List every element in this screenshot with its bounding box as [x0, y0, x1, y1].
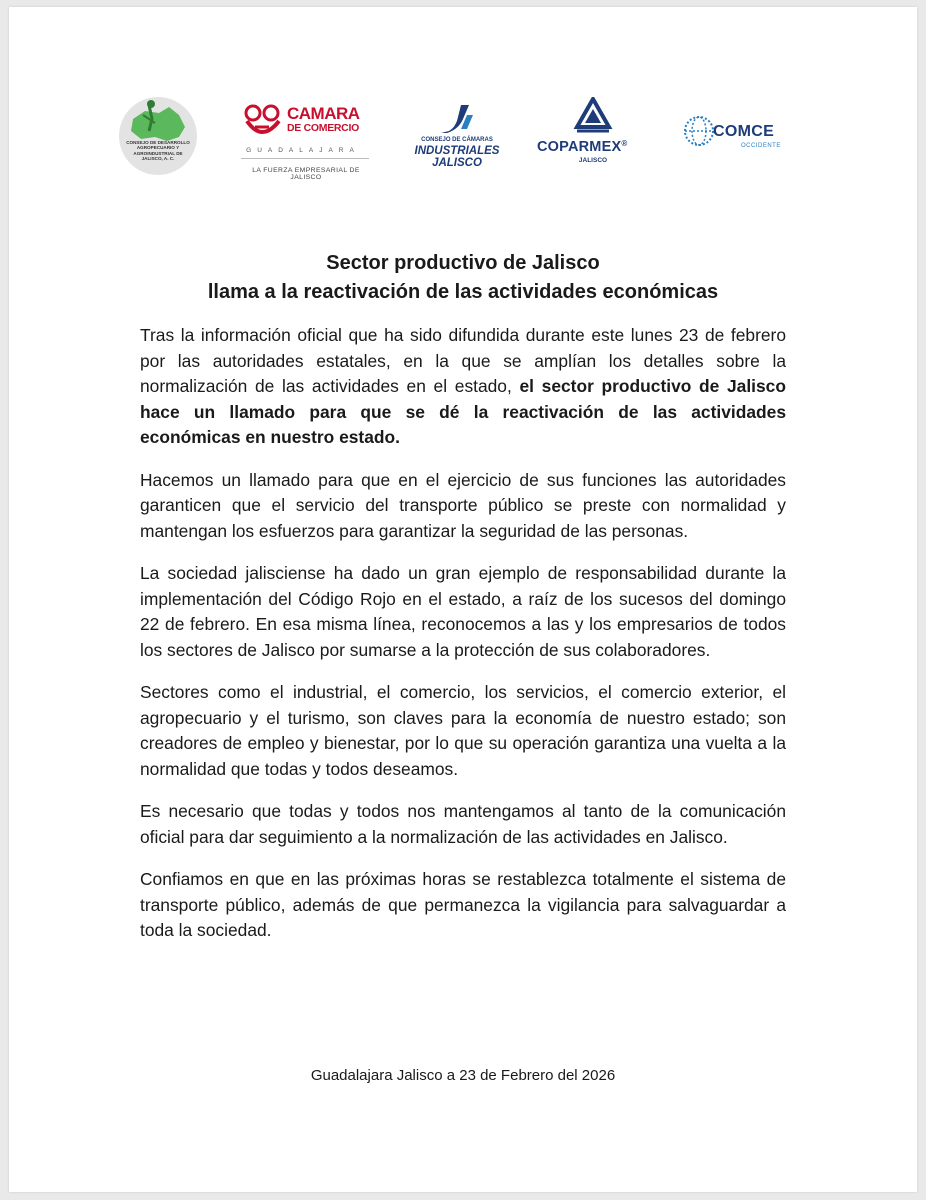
canaco-name: CAMARA [287, 104, 360, 123]
document-page [9, 7, 917, 1192]
codejal-circle [119, 97, 197, 175]
paragraph-2: Hacemos un llamado para que en el ejercicio de sus funciones las autoridades garanticen que el servicio del transporte público se preste con normalidad y mantengan los esfuerzos para garantizar la seguridad de las personas. [140, 469, 786, 541]
comce-subname: OCCIDENTE [741, 143, 781, 149]
paragraph-5: Es necesario que todas y todos nos mantengamos al tanto de la comunicación oficial para dar seguimiento a la normalización de las actividades en Jalisco. [140, 801, 786, 847]
coparmex-subname: JALISCO [578, 157, 608, 164]
ccij-small-text: CONSEJO DE CÁMARAS [421, 137, 493, 143]
canaco-city: GUADALAJARA [246, 147, 360, 154]
coparmex-registered-mark: ® [621, 139, 628, 148]
comce-name: COMCE [713, 123, 775, 140]
document-title [9, 249, 917, 307]
ccij-line2: JALISCO [432, 157, 482, 169]
title-line-2: llama a la reactivación de las actividades económicas [207, 281, 719, 303]
logo-bar [9, 7, 917, 207]
canaco-emblem-icon [241, 103, 285, 139]
codejal-map-icon [119, 97, 197, 175]
paragraph-4: Sectores como el industrial, el comercio, los servicios, el comercio exterior, el agropecuario y el turismo, son claves para la economía de nuestro estado; son creadores de empleo y bienestar, por lo que su operación garantiza una vuelta a la normalidad que todas y todos deseamos. [140, 682, 786, 779]
canaco-subname: DE COMERCIO [287, 122, 359, 134]
paragraph-1-bold: el sector productivo de Jalisco hace un llamado para que se dé la reactivación de las actividades económicas en nuestro estado. [140, 376, 786, 447]
coparmex-emblem-icon [573, 97, 613, 135]
coparmex-logo [537, 97, 657, 177]
ccij-emblem-icon [439, 103, 475, 137]
ccij-title [403, 145, 511, 169]
codejal-logo [119, 97, 205, 183]
canaco-tagline: LA FUERZA EMPRESARIAL DE JALISCO [252, 167, 360, 181]
canaco-logo [241, 103, 381, 183]
ccij-logo [403, 103, 523, 173]
paragraph-1 [140, 323, 786, 451]
coparmex-name-text: COPARMEX [537, 139, 622, 155]
ccij-line1: INDUSTRIALES [414, 145, 500, 157]
coparmex-name [537, 139, 627, 155]
paragraph-6: Confiamos en que en las próximas horas se restablezca totalmente el sistema de transporte público, además de que permanezca la vigilancia para salvaguardar a toda la sociedad. [140, 869, 786, 940]
title-line-1: Sector productivo de Jalisco [326, 252, 600, 274]
paragraph-3: La sociedad jalisciense ha dado un gran ejemplo de responsabilidad durante la implementación del Código Rojo en el estado, a raíz de los sucesos del domingo 22 de febrero. En esa misma línea, reconocemos a las y los empresarios de todos los sectores de Jalisco por sumarse a la protección de sus colaboradores. [140, 563, 786, 660]
canaco-divider [241, 158, 369, 159]
comce-globe-icon [683, 113, 717, 153]
codejal-caption: CONSEJO DE DESARROLLO AGROPECUARIO Y AGROINDUSTRIAL DE JALISCO, A. C. [126, 140, 190, 162]
paragraph-1-text: Tras la información oficial que ha sido difundida durante este lunes 23 de febrero por las autoridades estatales, en la que se amplían los detalles sobre la normalización de las actividades en el estado, [140, 325, 786, 396]
document-body [140, 323, 786, 961]
comce-logo [683, 107, 793, 167]
document-footer-date: Guadalajara Jalisco a 23 de Febrero del 2026 [310, 1067, 616, 1084]
